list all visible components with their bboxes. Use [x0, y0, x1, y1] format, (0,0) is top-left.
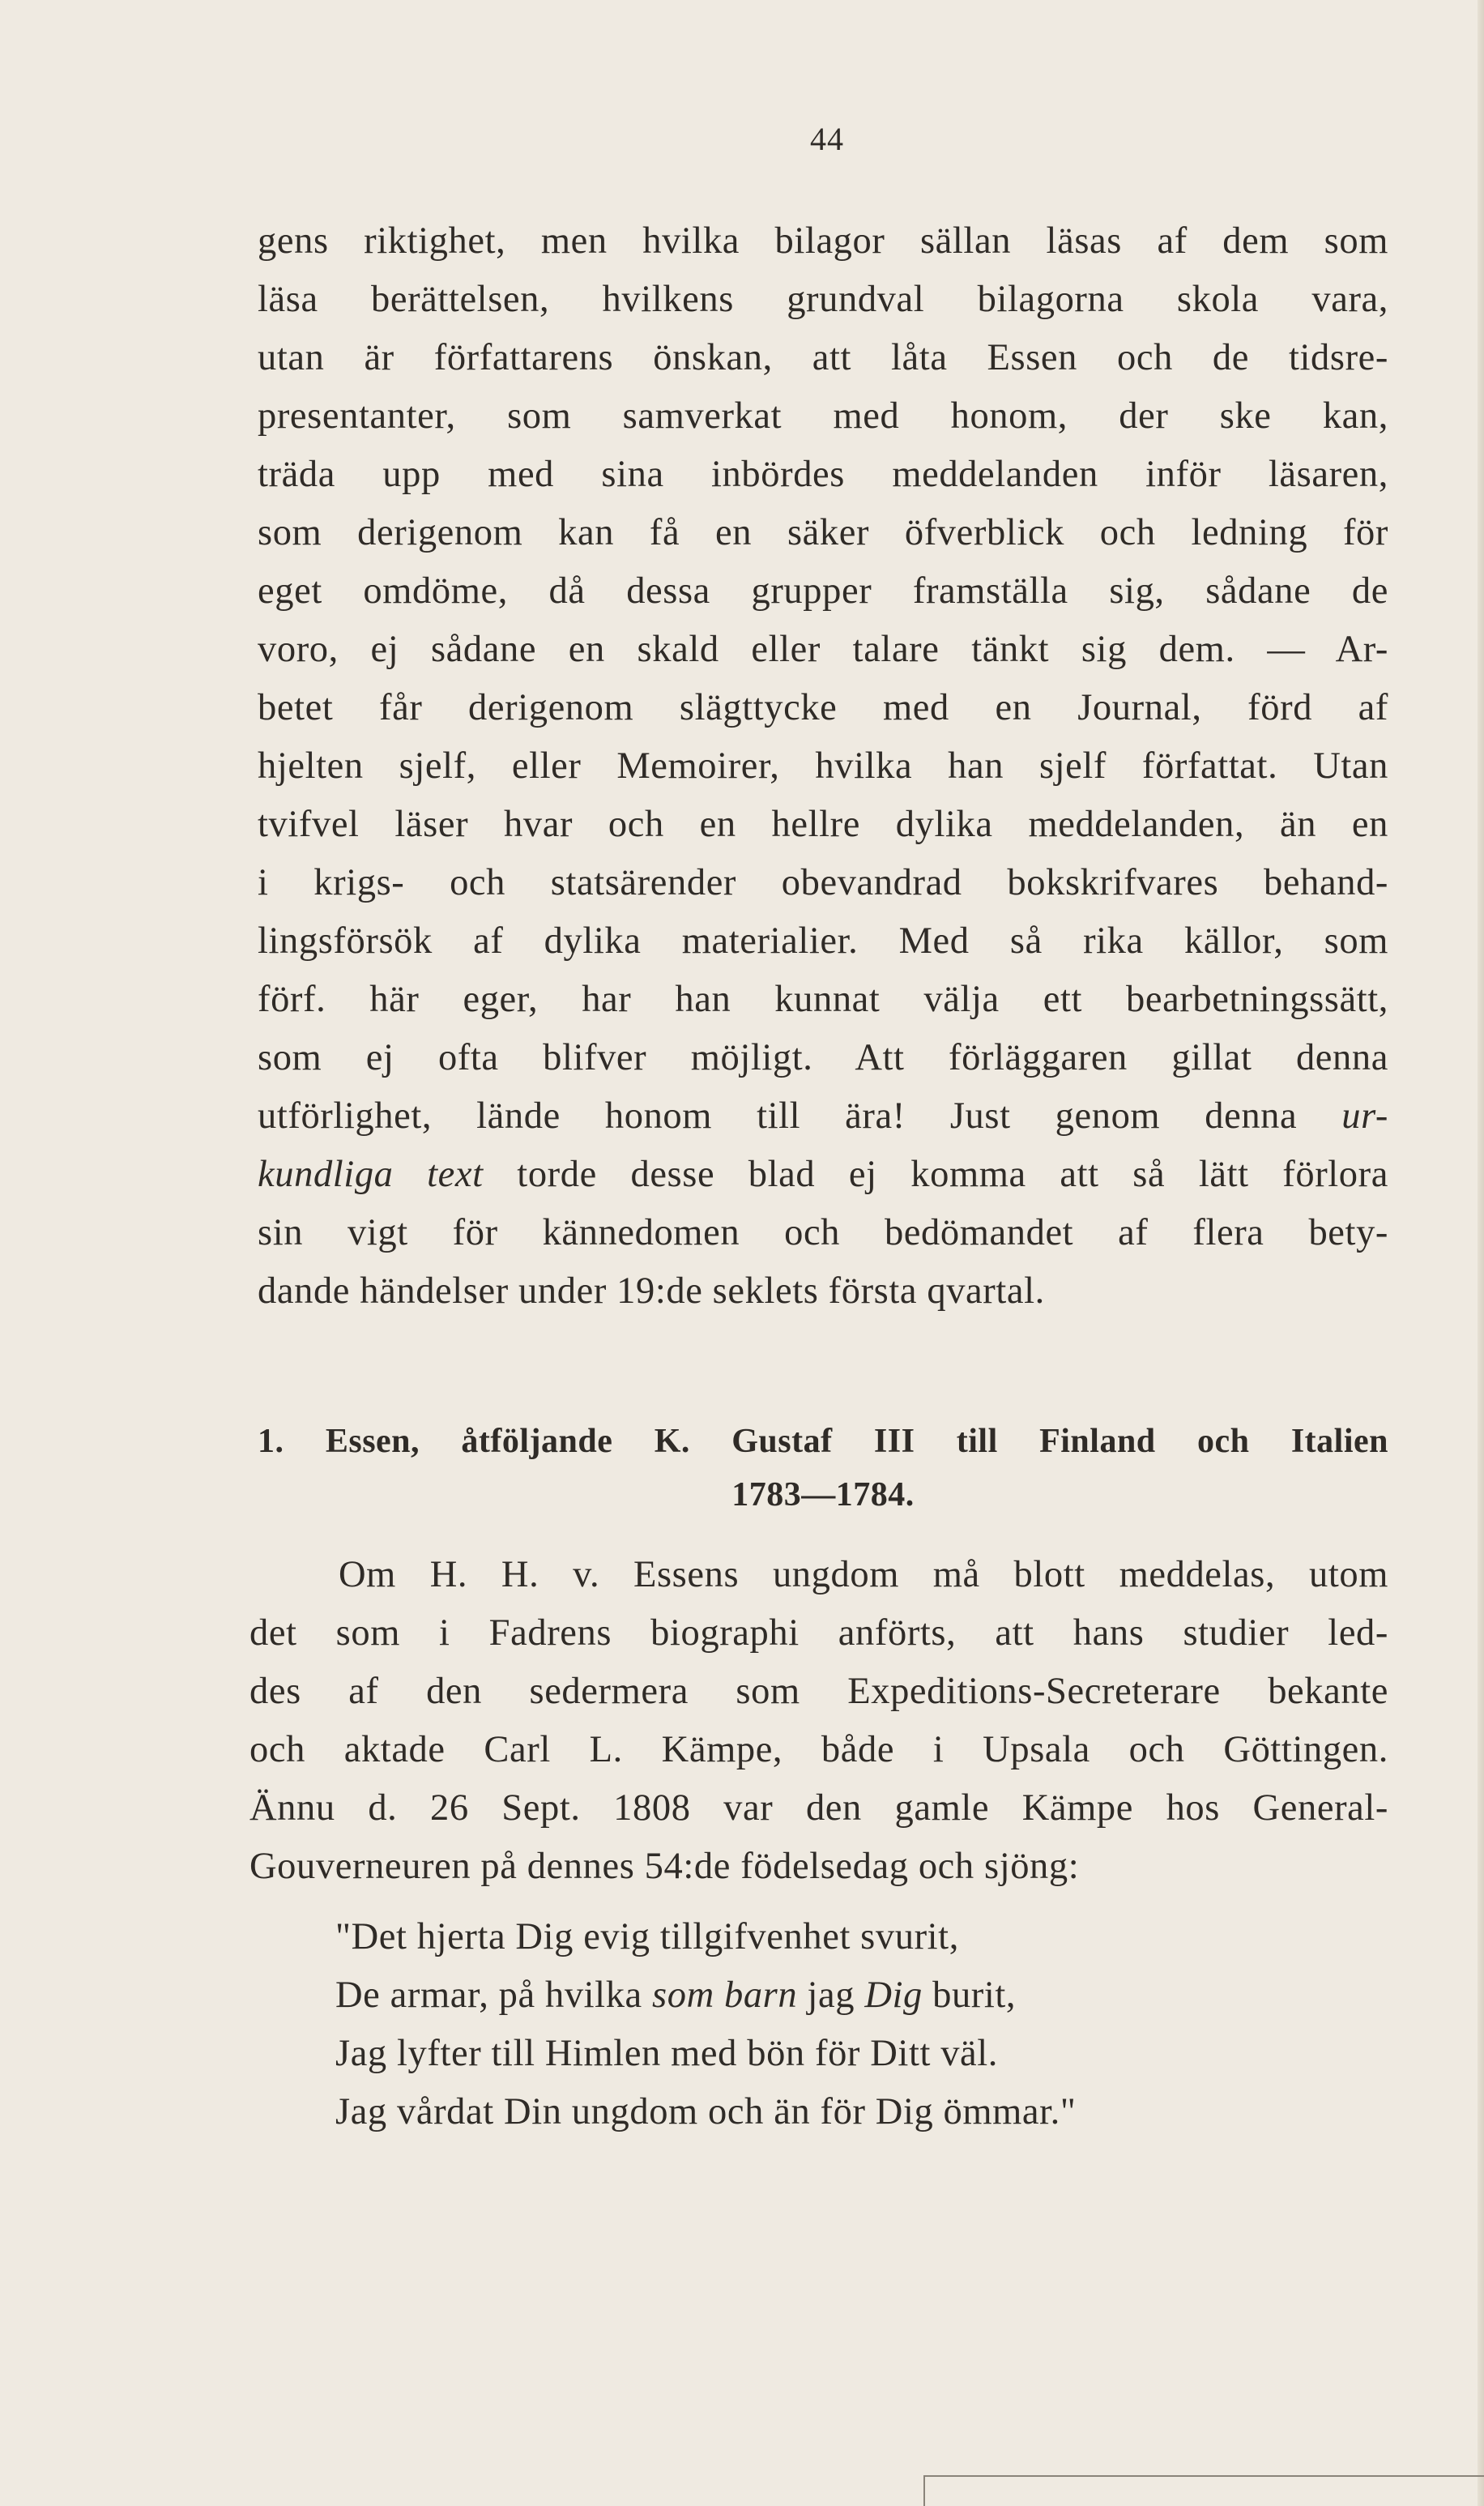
italic-segment: Dig: [864, 1974, 923, 2016]
text-line: lingsförsök af dylika materialier. Med så rika källor, som: [258, 920, 1388, 962]
poem-line: Jag lyfter till Himlen med bön för Ditt väl.: [335, 2033, 999, 2074]
text-segment: burit,: [932, 1974, 1017, 2016]
text-line: voro, ej sådane en skald eller talare tänkt sig dem. — Ar-: [258, 629, 1388, 670]
text-line: dande händelser under 19:de seklets första qvartal.: [258, 1270, 1045, 1312]
italic-segment: kundliga text: [258, 1154, 484, 1195]
text-line: sin vigt för kännedomen och bedömandet af flera bety-: [258, 1212, 1388, 1253]
paragraph-intro: [258, 212, 1388, 1321]
poem-line: [335, 1966, 1077, 2025]
text-line: förf. här eger, har han kunnat välja ett bearbetningssätt,: [258, 979, 1388, 1020]
text-line: tvifvel läser hvar och en hellre dylika meddelanden, än en: [258, 804, 1388, 845]
text-line: Om H. H. v. Essens ungdom må blott meddelas, utom: [339, 1554, 1388, 1595]
text-line: läsa berättelsen, hvilkens grundval bilagorna skola vara,: [258, 279, 1388, 320]
italic-segment: som barn: [652, 1974, 798, 2016]
text-line: Ännu d. 26 Sept. 1808 var den gamle Kämpe hos General-: [249, 1787, 1388, 1829]
text-line: gens riktighet, men hvilka bilagor sällan läsas af dem som: [258, 220, 1388, 262]
text-line-with-italic: [258, 1087, 1388, 1146]
text-segment: jag: [807, 1974, 855, 2016]
paragraph-section: [249, 1546, 1388, 1896]
text-line: utan är författarens önskan, att låta Essen och de tidsre-: [258, 337, 1388, 378]
text-line: Gouverneuren på dennes 54:de födelsedag och sjöng:: [249, 1846, 1080, 1887]
italic-segment: ur-: [1341, 1095, 1388, 1137]
text-line: des af den sedermera som Expeditions-Secreterare bekante: [249, 1671, 1388, 1712]
text-line: som ej ofta blifver möjligt. Att förläggaren gillat denna: [258, 1037, 1388, 1078]
page-number: 44: [810, 121, 844, 157]
text-line: presentanter, som samverkat med honom, der ske kan,: [258, 395, 1388, 437]
section-heading-years: 1783—1784.: [731, 1476, 915, 1513]
text-line: och aktade Carl L. Kämpe, både i Upsala och Göttingen.: [249, 1729, 1388, 1770]
text-segment: torde desse blad ej komma att så lätt förlora: [517, 1154, 1388, 1195]
text-line-with-italic: [258, 1146, 1388, 1204]
text-line: som derigenom kan få en säker öfverblick och ledning för: [258, 512, 1388, 553]
text-line: betet får derigenom slägttycke med en Journal, förd af: [258, 687, 1388, 728]
text-segment: De armar, på hvilka: [335, 1974, 642, 2016]
text-segment: utförlighet, lände honom till ära! Just genom denna: [258, 1095, 1298, 1137]
page-edge-shadow: [1478, 0, 1484, 2506]
text-line: eget omdöme, då dessa grupper framställa sig, sådane de: [258, 570, 1388, 612]
text-line: i krigs- och statsärender obevandrad bokskrifvares behand-: [258, 862, 1388, 903]
text-line: det som i Fadrens biographi anförts, att hans studier led-: [249, 1612, 1388, 1654]
section-heading-title: 1. Essen, åtföljande K. Gustaf III till Finland och Italien: [258, 1423, 1388, 1460]
section-heading: [258, 1415, 1388, 1522]
poem-line: Jag vårdat Din ungdom och än för Dig ömmar.": [335, 2091, 1077, 2132]
bottom-rule: [923, 2475, 1484, 2477]
bottom-rule-tick: [923, 2475, 925, 2506]
text-line: träda upp med sina inbördes meddelanden inför läsaren,: [258, 454, 1388, 495]
poem-line: "Det hjerta Dig evig tillgifvenhet svurit,: [335, 1916, 959, 1957]
poem-quote: [335, 1908, 1077, 2141]
text-line: hjelten sjelf, eller Memoirer, hvilka han sjelf författat. Utan: [258, 745, 1388, 787]
